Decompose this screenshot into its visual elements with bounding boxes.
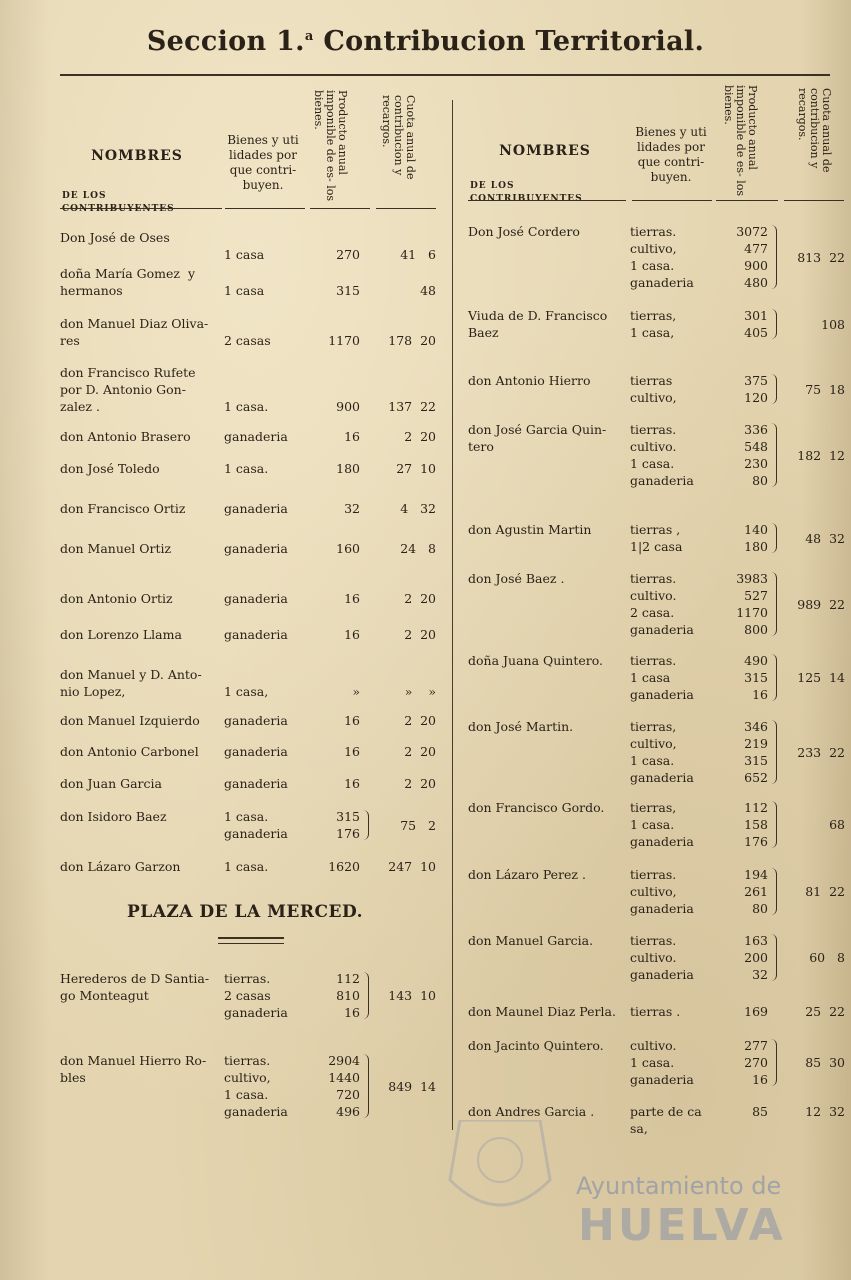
contributor-name: don Manuel Garcia.: [468, 933, 594, 948]
producto-cell: 1620: [328, 859, 360, 874]
bienes-cell: tierras.: [224, 1053, 271, 1068]
bienes-cell: cultivo.: [630, 439, 677, 454]
bienes-cell: 1 casa.: [224, 399, 269, 414]
contributor-name: don José Baez .: [468, 571, 565, 586]
producto-cell: 527: [744, 588, 768, 603]
cuota-cell: 989 22: [797, 596, 845, 612]
contributor-name: don Andres Garcia .: [468, 1104, 595, 1119]
bienes-cell: tierras,: [630, 308, 677, 323]
producto-cell: 3983: [736, 571, 768, 586]
producto-cell: 375: [744, 373, 768, 388]
header-rule: [716, 200, 778, 201]
bienes-cell: 2 casas: [224, 333, 271, 348]
bienes-cell: 1 casa.: [224, 1087, 269, 1102]
bienes-cell: tierras,: [630, 800, 677, 815]
contributor-name: doña María Gomez y: [60, 266, 196, 281]
bienes-cell: 2 casa.: [630, 605, 675, 620]
producto-cell: 194: [744, 867, 768, 882]
contributor-name: don Manuel Diaz Oliva-: [60, 316, 209, 331]
bienes-cell: cultivo,: [630, 390, 677, 405]
header-producto-left: Producto anual imponible de es- los bienes.: [312, 90, 349, 201]
contributor-name: don Juan Garcia: [60, 776, 162, 791]
producto-cell: 16: [752, 687, 768, 702]
producto-cell: 800: [744, 622, 768, 637]
contributor-name: don José Martin.: [468, 719, 574, 734]
producto-cell: 16: [344, 591, 360, 606]
header-rule: [632, 200, 712, 201]
page-title: Seccion 1.$^a$ Contribucion Territorial.: [146, 26, 705, 57]
producto-cell: 80: [752, 473, 768, 488]
producto-cell: 261: [744, 884, 768, 899]
bienes-cell: 1 casa.: [224, 859, 269, 874]
producto-cell: 180: [336, 461, 360, 476]
header-rule: [376, 208, 436, 209]
bienes-cell: sa,: [630, 1121, 648, 1136]
bienes-cell: cultivo,: [630, 241, 677, 256]
bienes-cell: tierras.: [630, 422, 677, 437]
bienes-cell: ganaderia: [630, 622, 694, 637]
producto-cell: 900: [744, 258, 768, 273]
producto-cell: 315: [744, 670, 768, 685]
producto-cell: 16: [344, 713, 360, 728]
contributor-name: Don José Cordero: [468, 224, 580, 239]
contributor-name: Don José de Oses: [60, 230, 170, 245]
cuota-cell: 60 8: [809, 950, 845, 965]
header-rule: [310, 208, 370, 209]
contributor-name: por D. Antonio Gon-: [60, 382, 186, 397]
producto-cell: 477: [744, 241, 768, 256]
producto-cell: 32: [344, 501, 360, 516]
cuota-cell: 41 6: [400, 247, 436, 262]
bienes-cell: parte de ca: [630, 1104, 702, 1119]
bienes-cell: ganaderia: [630, 275, 694, 290]
cuota-cell: 48: [420, 283, 436, 298]
watermark-line1: Ayuntamiento de: [576, 1172, 782, 1200]
bienes-cell: 1 casa: [224, 247, 265, 262]
cuota-cell: 75 2: [400, 817, 436, 833]
cuota-cell: 849 14: [388, 1078, 436, 1094]
producto-cell: 3072: [736, 224, 768, 239]
producto-cell: 158: [744, 817, 768, 832]
bienes-cell: ganaderia: [630, 834, 694, 849]
bienes-cell: tierras .: [630, 1004, 681, 1019]
contributor-name: doña Juana Quintero.: [468, 653, 604, 668]
bienes-cell: ganaderia: [224, 429, 288, 444]
cuota-cell: 4 32: [400, 501, 436, 516]
bienes-cell: ganaderia: [224, 541, 288, 556]
contributor-name: don Isidoro Baez: [60, 809, 167, 824]
producto-cell: 120: [744, 390, 768, 405]
bienes-cell: 1 casa.: [224, 461, 269, 476]
contributor-name: don José Toledo: [60, 461, 160, 476]
producto-cell: 16: [344, 776, 360, 791]
bienes-cell: cultivo.: [630, 950, 677, 965]
bienes-cell: ganaderia: [224, 826, 288, 841]
producto-cell: 16: [752, 1072, 768, 1087]
header-names-sub-right: DE LOS CONTRIBUYENTES: [470, 181, 583, 204]
header-cuota-left: Cuota anual de contribucion y recargos.: [380, 95, 417, 180]
contributor-name: don Francisco Gordo.: [468, 800, 605, 815]
producto-cell: 1170: [736, 605, 768, 620]
contributor-name: bles: [60, 1070, 86, 1085]
contributor-name: nio Lopez,: [60, 684, 126, 699]
contributor-name: don Agustin Martin: [468, 522, 592, 537]
producto-cell: 336: [744, 422, 768, 437]
contributor-name: don Francisco Rufete: [60, 365, 196, 380]
contributor-name: hermanos: [60, 283, 123, 298]
cuota-cell: 813 22: [797, 249, 845, 265]
producto-cell: 652: [744, 770, 768, 785]
contributor-name: Herederos de D Santia-: [60, 971, 210, 986]
contributor-name: don Francisco Ortiz: [60, 501, 186, 516]
bienes-cell: tierras.: [630, 867, 677, 882]
bienes-cell: ganaderia: [224, 1005, 288, 1020]
header-rule: [60, 208, 222, 209]
bienes-cell: ganaderia: [630, 770, 694, 785]
cuota-cell: 2 20: [404, 591, 436, 606]
bienes-cell: tierras.: [630, 933, 677, 948]
producto-cell: 85: [752, 1104, 768, 1119]
contributor-name: don Manuel Izquierdo: [60, 713, 200, 728]
producto-cell: 16: [344, 627, 360, 642]
bienes-cell: cultivo,: [630, 884, 677, 899]
producto-cell: 720: [336, 1087, 360, 1102]
producto-cell: 1170: [328, 333, 360, 348]
header-rule: [468, 200, 626, 201]
producto-cell: »: [352, 684, 360, 699]
bienes-cell: ganaderia: [630, 1072, 694, 1087]
bienes-cell: 1 casa: [224, 283, 265, 298]
contributor-name: Viuda de D. Francisco: [468, 308, 608, 323]
bienes-cell: 1|2 casa: [630, 539, 683, 554]
producto-cell: 169: [744, 1004, 768, 1019]
producto-cell: 176: [744, 834, 768, 849]
contributor-name: don Antonio Brasero: [60, 429, 191, 444]
contributor-name: don Antonio Ortiz: [60, 591, 173, 606]
bienes-cell: 1 casa.: [630, 258, 675, 273]
bienes-cell: tierras ,: [630, 522, 681, 537]
bienes-cell: 1 casa.: [224, 809, 269, 824]
producto-cell: 315: [744, 753, 768, 768]
cuota-cell: 85 30: [805, 1055, 845, 1070]
plaza-title: PLAZA DE LA MERCED.: [126, 902, 364, 922]
contributor-name: don Lázaro Perez .: [468, 867, 586, 882]
producto-cell: 80: [752, 901, 768, 916]
cuota-cell: 247 10: [388, 859, 436, 874]
cuota-cell: 2 20: [404, 744, 436, 759]
producto-cell: 480: [744, 275, 768, 290]
producto-cell: 140: [744, 522, 768, 537]
contributor-name: don Jacinto Quintero.: [468, 1038, 604, 1053]
contributor-name: don Antonio Carbonel: [60, 744, 199, 759]
producto-cell: 490: [744, 653, 768, 668]
header-names-right: NOMBRES: [499, 143, 591, 159]
watermark-line2: HUELVA: [578, 1200, 786, 1251]
bienes-cell: ganaderia: [224, 744, 288, 759]
column-divider: [452, 100, 453, 1130]
cuota-cell: 25 22: [805, 1004, 845, 1019]
bienes-cell: ganaderia: [224, 713, 288, 728]
cuota-cell: 68: [829, 817, 845, 832]
producto-cell: 301: [744, 308, 768, 323]
header-bienes-right: Bienes y uti lidades por que contri- buyen.: [635, 125, 707, 184]
bienes-cell: 2 casas: [224, 988, 271, 1003]
cuota-cell: » »: [404, 684, 436, 699]
contributor-name: res: [60, 333, 80, 348]
contributor-name: Baez: [468, 325, 499, 340]
producto-cell: 548: [744, 439, 768, 454]
producto-cell: 16: [344, 429, 360, 444]
bienes-cell: ganaderia: [224, 627, 288, 642]
cuota-cell: 81 22: [805, 884, 845, 899]
contributor-name: don Lorenzo Llama: [60, 627, 182, 642]
cuota-cell: 143 10: [388, 988, 436, 1003]
bienes-cell: tierras,: [630, 719, 677, 734]
bienes-cell: 1 casa.: [630, 1055, 675, 1070]
cuota-cell: 178 20: [388, 333, 436, 348]
bienes-cell: cultivo,: [630, 736, 677, 751]
bienes-cell: 1 casa.: [630, 753, 675, 768]
cuota-cell: 233 22: [797, 744, 845, 760]
contributor-name: don Antonio Hierro: [468, 373, 591, 388]
producto-cell: 496: [336, 1104, 360, 1119]
producto-cell: 277: [744, 1038, 768, 1053]
cuota-cell: 12 32: [805, 1104, 845, 1119]
bienes-cell: 1 casa,: [224, 684, 269, 699]
contributor-name: don Maunel Diaz Perla.: [468, 1004, 616, 1019]
bienes-cell: ganaderia: [630, 687, 694, 702]
bienes-cell: ganaderia: [224, 501, 288, 516]
producto-cell: 200: [744, 950, 768, 965]
cuota-cell: 137 22: [388, 399, 436, 414]
producto-cell: 1440: [328, 1070, 360, 1085]
producto-cell: 270: [336, 247, 360, 262]
cuota-cell: 75 18: [805, 381, 845, 397]
header-rule: [225, 208, 305, 209]
cuota-cell: 108: [821, 316, 845, 332]
producto-cell: 315: [336, 283, 360, 298]
producto-cell: 315: [336, 809, 360, 824]
bienes-cell: ganaderia: [224, 591, 288, 606]
bienes-cell: tierras.: [224, 971, 271, 986]
contributor-name: don Manuel y D. Anto-: [60, 667, 202, 682]
header-cuota-right: Cuota anual de contribucion y recargos.: [796, 88, 833, 173]
contributor-name: don José Garcia Quin-: [468, 422, 607, 437]
header-rule: [784, 200, 844, 201]
contributor-name: don Manuel Ortiz: [60, 541, 172, 556]
producto-cell: 346: [744, 719, 768, 734]
producto-cell: 163: [744, 933, 768, 948]
bienes-cell: tierras: [630, 373, 673, 388]
producto-cell: 180: [744, 539, 768, 554]
ornament-rule: [218, 937, 284, 944]
cuota-cell: 48 32: [805, 530, 845, 546]
header-bienes-left: Bienes y uti lidades por que contri- buyen.: [227, 133, 299, 192]
bienes-cell: ganaderia: [630, 901, 694, 916]
bienes-cell: tierras.: [630, 224, 677, 239]
bienes-cell: 1 casa.: [630, 817, 675, 832]
cuota-cell: 24 8: [400, 541, 436, 556]
contributor-name: go Monteagut: [60, 988, 149, 1003]
producto-cell: 176: [336, 826, 360, 841]
contributor-name: zalez .: [60, 399, 100, 414]
producto-cell: 32: [752, 967, 768, 982]
bienes-cell: 1 casa,: [630, 325, 675, 340]
producto-cell: 405: [744, 325, 768, 340]
producto-cell: 900: [336, 399, 360, 414]
bienes-cell: 1 casa: [630, 670, 671, 685]
producto-cell: 2904: [328, 1053, 360, 1068]
bienes-cell: ganaderia: [224, 776, 288, 791]
producto-cell: 270: [744, 1055, 768, 1070]
contributor-name: tero: [468, 439, 494, 454]
header-names-sub-left: DE LOS CONTRIBUYENTES: [62, 191, 175, 214]
producto-cell: 16: [344, 744, 360, 759]
producto-cell: 112: [336, 971, 360, 986]
bienes-cell: tierras.: [630, 571, 677, 586]
contributor-name: don Manuel Hierro Ro-: [60, 1053, 207, 1068]
bienes-cell: 1 casa.: [630, 456, 675, 471]
bienes-cell: ganaderia: [224, 1104, 288, 1119]
header-names-left: NOMBRES: [91, 148, 183, 164]
header-producto-right: Producto anual imponible de es- los bienes.: [722, 85, 759, 196]
bienes-cell: ganaderia: [630, 473, 694, 488]
cuota-cell: 2 20: [404, 776, 436, 791]
contributor-name: don Lázaro Garzon: [60, 859, 181, 874]
bienes-cell: cultivo.: [630, 1038, 677, 1053]
producto-cell: 112: [744, 800, 768, 815]
bienes-cell: cultivo.: [630, 588, 677, 603]
cuota-cell: 182 12: [797, 447, 845, 463]
bienes-cell: tierras.: [630, 653, 677, 668]
producto-cell: 16: [344, 1005, 360, 1020]
bienes-cell: ganaderia: [630, 967, 694, 982]
cuota-cell: 2 20: [404, 713, 436, 728]
title-rule: [60, 74, 830, 76]
cuota-cell: 27 10: [396, 461, 436, 476]
producto-cell: 230: [744, 456, 768, 471]
producto-cell: 810: [336, 988, 360, 1003]
cuota-cell: 125 14: [797, 670, 845, 685]
producto-cell: 219: [744, 736, 768, 751]
cuota-cell: 2 20: [404, 627, 436, 642]
producto-cell: 160: [336, 541, 360, 556]
cuota-cell: 2 20: [404, 429, 436, 444]
bienes-cell: cultivo,: [224, 1070, 271, 1085]
